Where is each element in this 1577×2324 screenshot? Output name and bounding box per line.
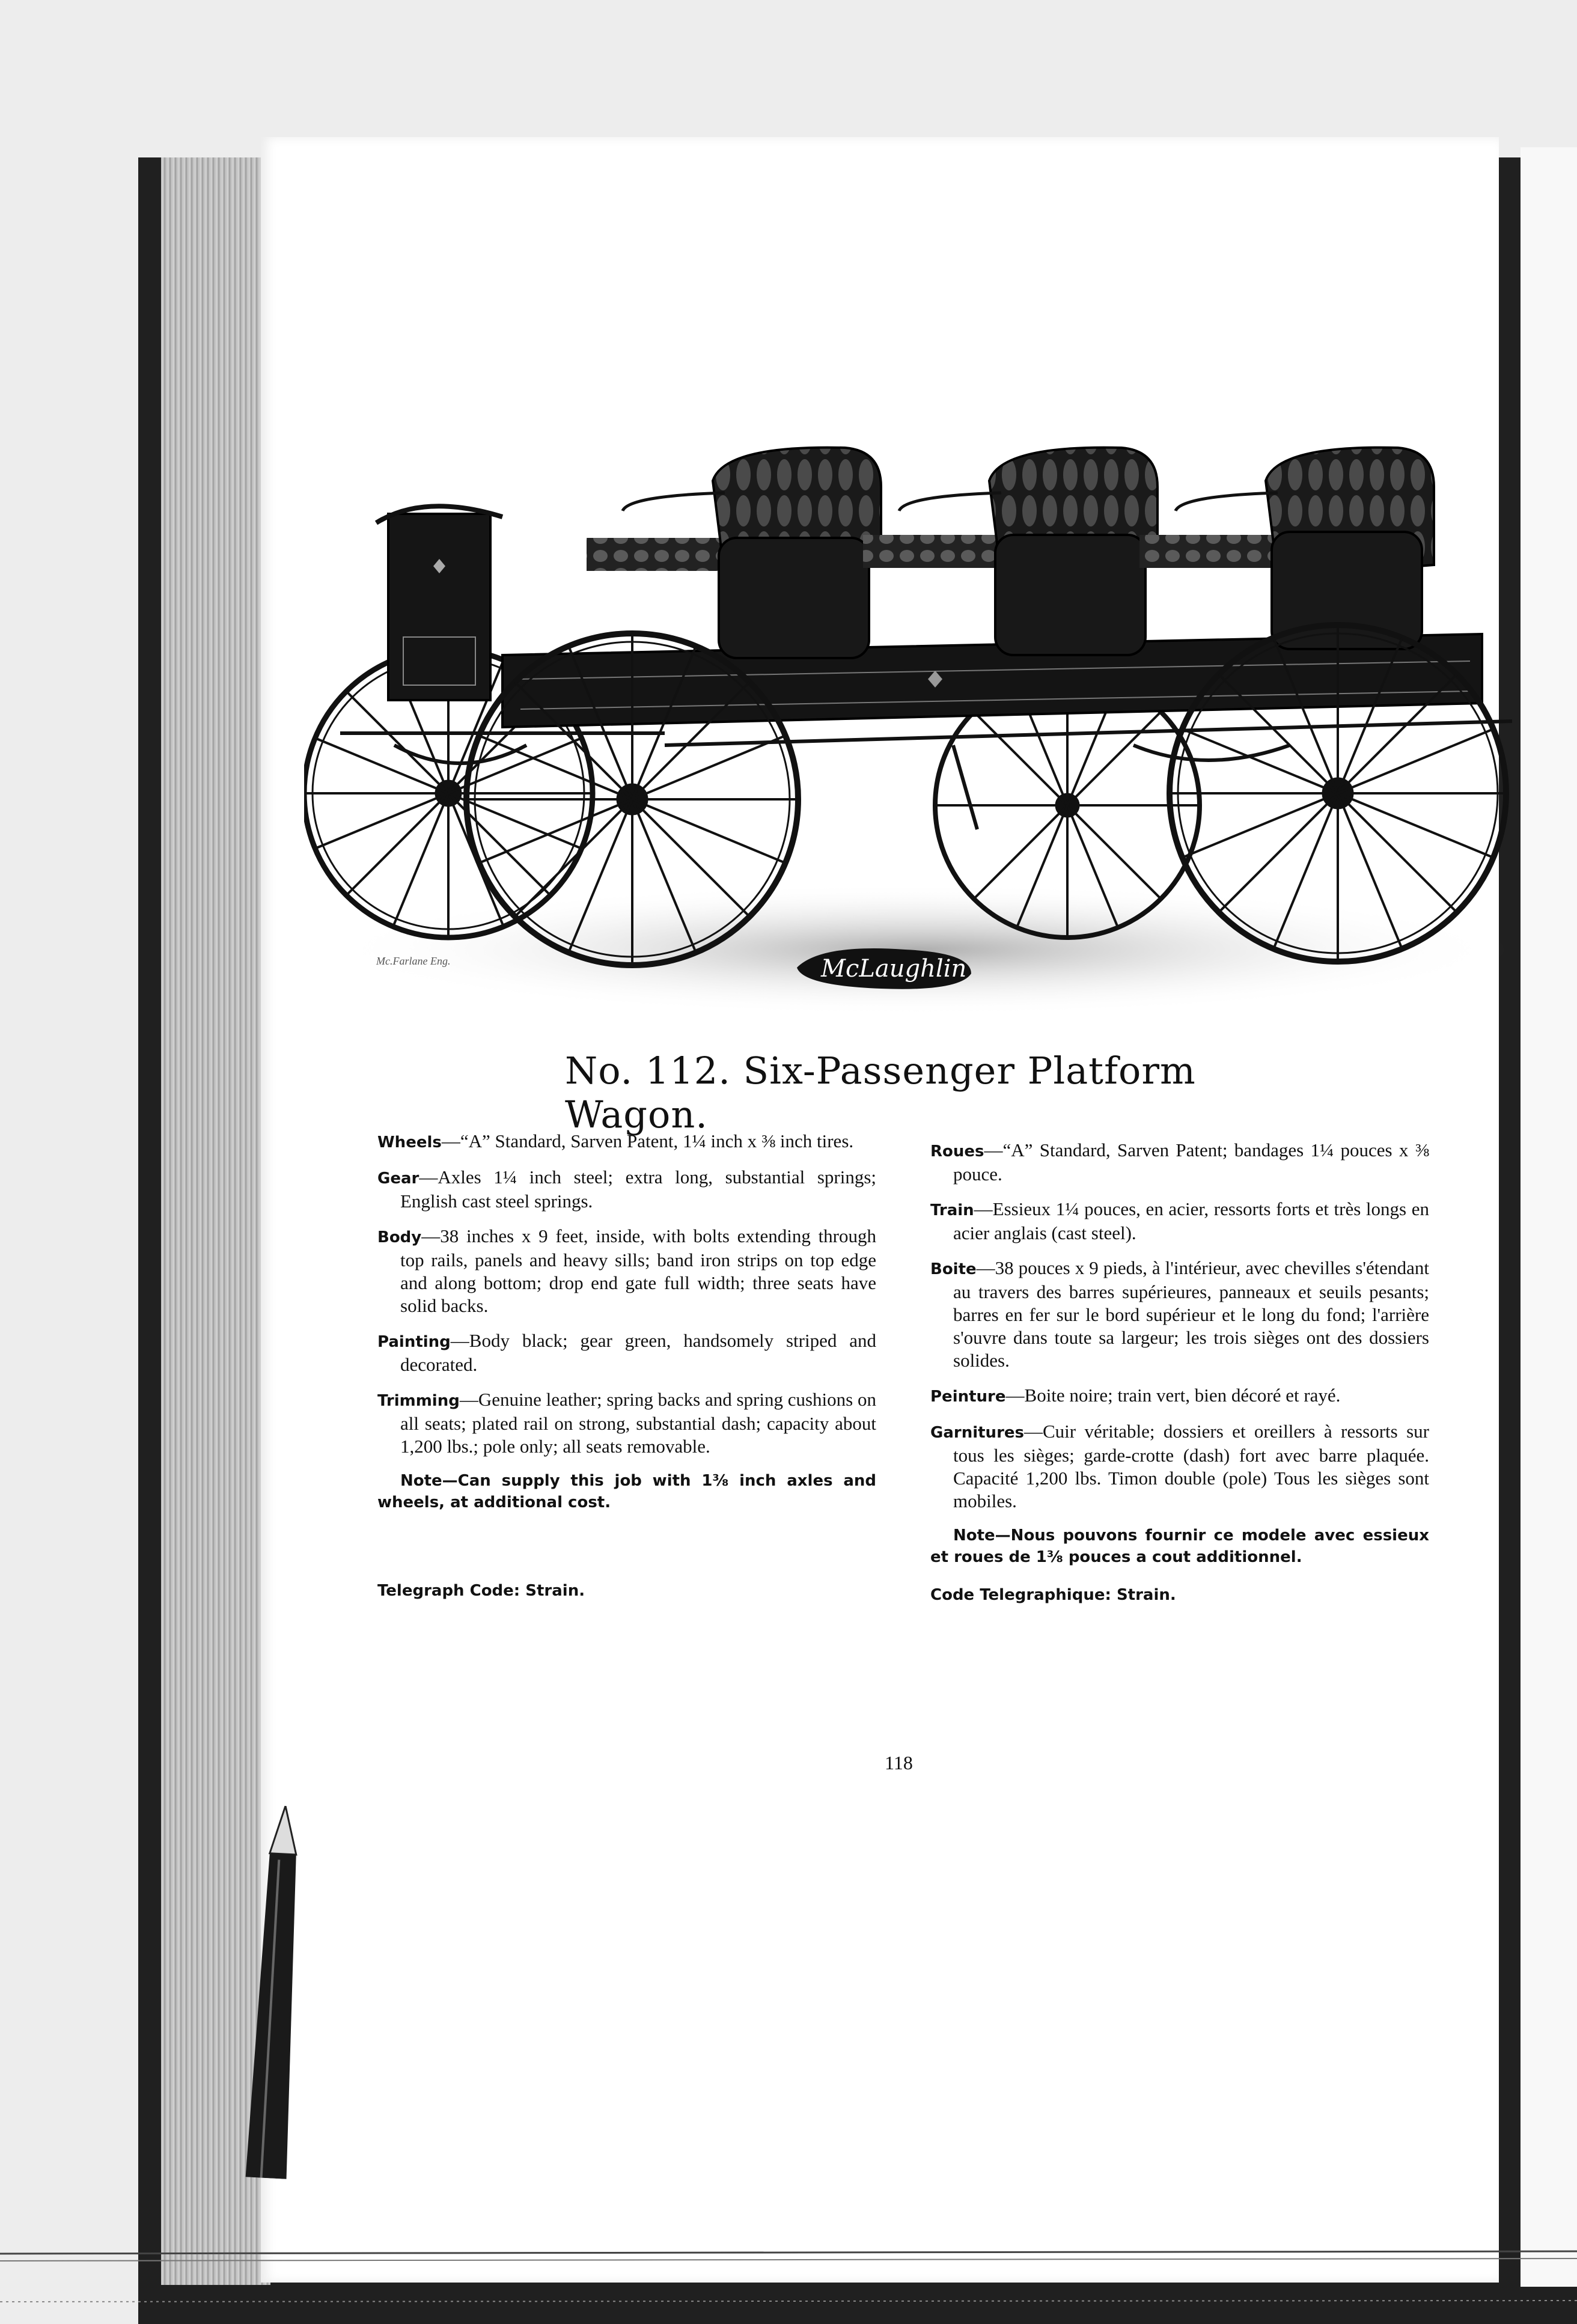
spec-boite [930,1257,1429,1372]
spec-train [930,1198,1429,1245]
spec-label: Wheels [377,1133,442,1151]
page-number: 118 [885,1752,913,1773]
spec-label: Garnitures [930,1424,1024,1442]
spec-label: Trimming [377,1392,460,1410]
spec-label: Peinture [930,1388,1006,1406]
front-near-wheel [1170,625,1506,962]
spec-garnitures [930,1420,1429,1513]
spec-peinture [930,1384,1429,1408]
spec-wheels [377,1130,876,1154]
undercarriage [340,721,1512,829]
spec-text: —Axles 1¼ inch steel; extra long, substantial springs; English cast steel springs. [400,1167,876,1212]
spec-roues [930,1139,1429,1186]
spec-text: —Boite noire; train vert, bien décoré et rayé. [1005,1385,1341,1406]
seat-3 [1139,448,1434,649]
english-specs [377,1130,876,1618]
spec-text: —Essieux 1¼ pouces, en acier, ressorts forts et très longs en acier anglais (cast steel). [953,1198,1429,1243]
engraver-credit: Mc.Farlane Eng. [376,955,451,967]
spec-label: Painting [377,1333,451,1351]
spec-text: —38 pouces x 9 pieds, à l'intérieur, avec chevilles s'étendant au travers des barres supérieures, panneaux et seuils pesants; barres en fer sur le bord supérieur et le long du fond; l'arrière s'ouvre dans toute sa largeur; les trois sièges ont des dossiers solides. [953,1257,1429,1371]
spec-painting [377,1329,876,1376]
spec-body [377,1225,876,1317]
note-english: Note—Can supply this job with 1⅜ inch axles and wheels, at additional cost. [377,1472,876,1511]
code-telegraphique: Code Telegraphique: Strain. [930,1586,1176,1604]
spec-label: Train [930,1201,974,1219]
spec-text: —Body black; gear green, handsomely striped and decorated. [400,1330,876,1375]
spec-text: —“A” Standard, Sarven Patent, 1¼ inch x ⅜ inch tires. [441,1130,854,1151]
scan-bottom-lines [0,2248,1577,2320]
spec-label: Roues [930,1142,984,1160]
dash [376,506,502,700]
spec-text: —“A” Standard, Sarven Patent; bandages 1¼ pouces x ⅜ pouce. [953,1139,1429,1185]
rear-near-wheel [466,633,798,965]
spec-gear [377,1166,876,1213]
seat-1 [587,448,881,658]
telegraph-code: Telegraph Code: Strain. [377,1582,585,1600]
spec-text: —38 inches x 9 feet, inside, with bolts extending through top rails, panels and heavy sills; band iron strips on top edge and along bottom; drop end gate full width; three seats have solid backs. [400,1225,876,1316]
spec-text: —Genuine leather; spring backs and spring cushions on all seats; plated rail on strong, substantial dash; capacity about 1,200 lbs.; pole only; all seats removable. [400,1389,876,1457]
svg-text:McLaughlin: McLaughlin [821,955,967,983]
wagon-illustration [304,421,1530,1016]
spec-trimming [377,1388,876,1458]
spec-label: Boite [930,1260,977,1278]
seat-2 [863,448,1158,655]
spec-label: Body [377,1228,422,1246]
french-specs [930,1139,1429,1622]
spec-label: Gear [377,1170,419,1188]
page-title: No. 112. Six-Passenger Platform Wagon. [565,1049,1196,1136]
spec-text: —Cuir véritable; dossiers et oreillers à ressorts sur tous les sièges; garde-crotte (dash) fort avec barre plaquée. Capacité 1,200 lbs. Timon double (pole) Tous les sièges sont mobiles. [953,1421,1429,1511]
note-french: Note—Nous pouvons fournir ce modele avec essieux et roues de 1⅜ pouces a cout additionnel. [930,1526,1429,1566]
